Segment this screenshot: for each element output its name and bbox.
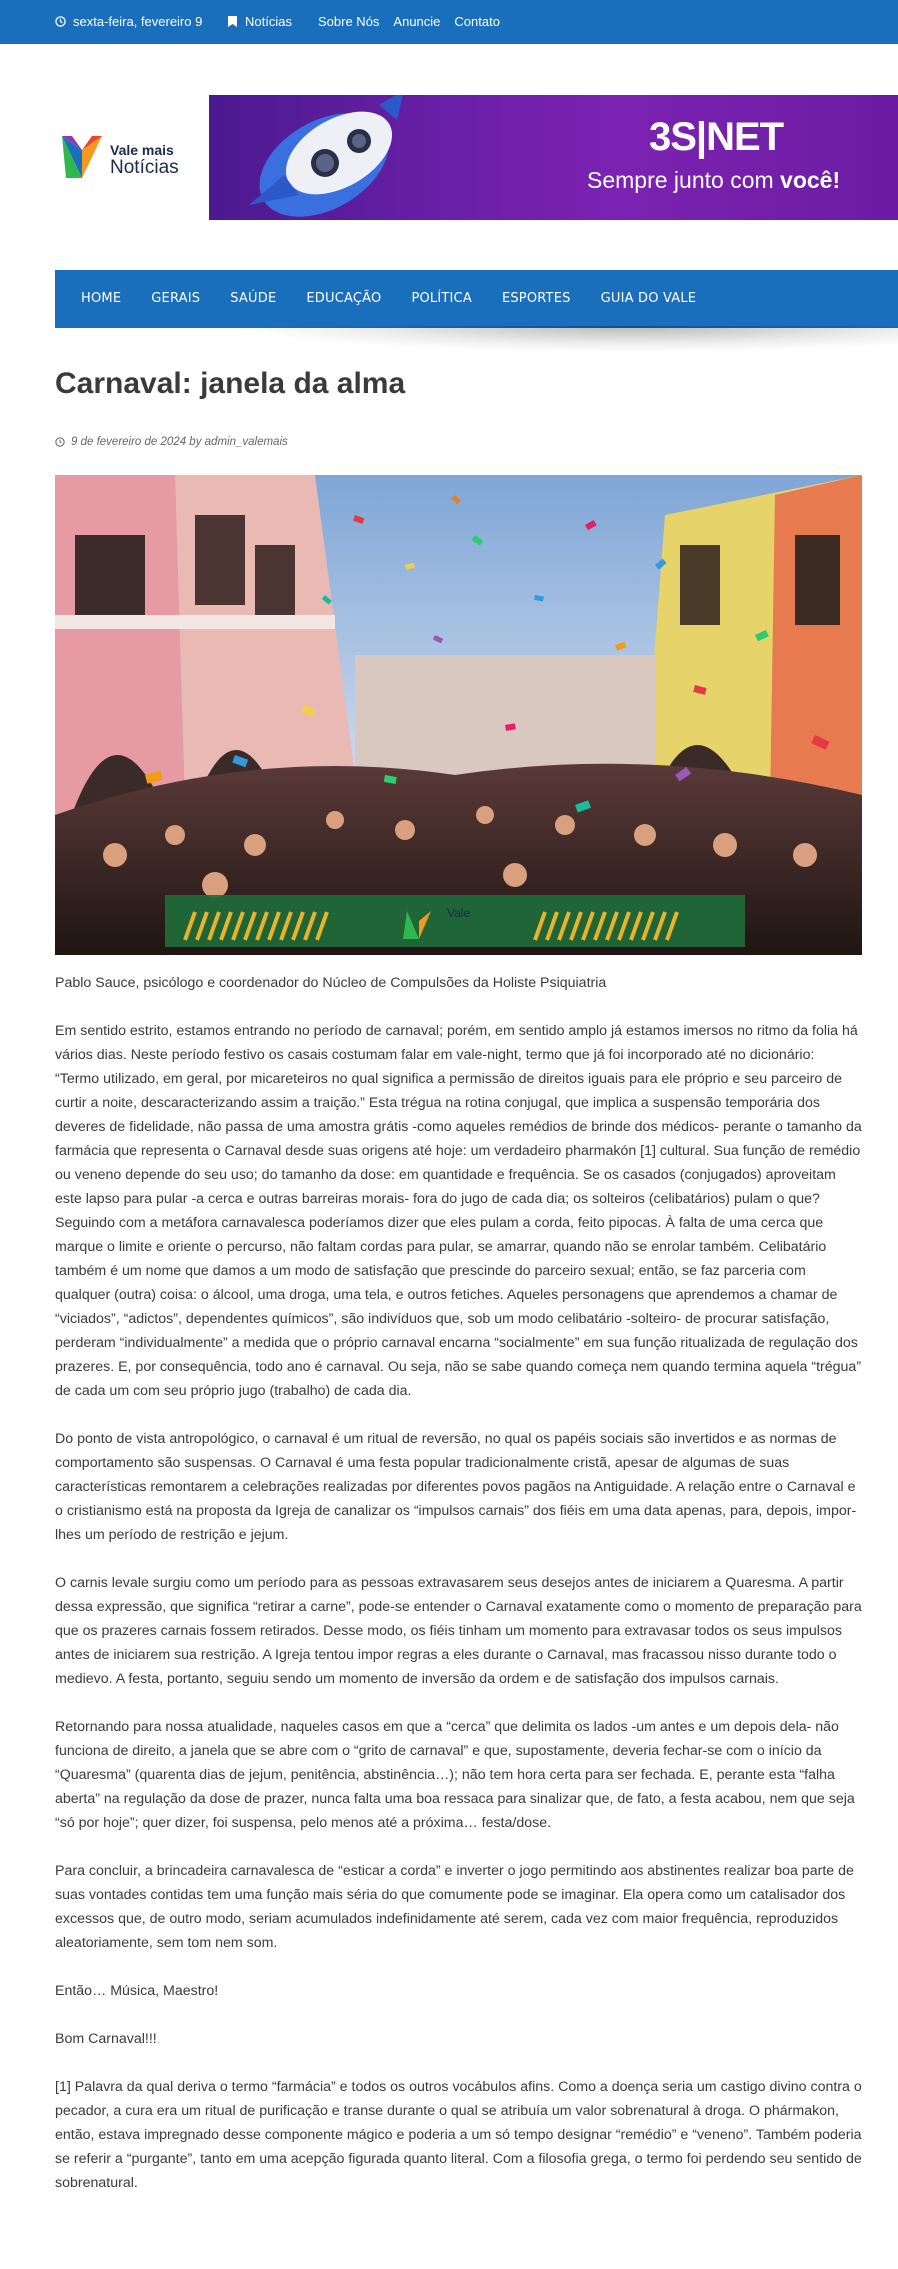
article-by: by: [189, 436, 202, 448]
nav-guia-do-vale[interactable]: GUIA DO VALE: [600, 291, 697, 306]
nav-saude[interactable]: SAÚDE: [230, 291, 277, 306]
article-paragraph: Do ponto de vista antropológico, o carnaval é um ritual de reversão, no qual os papéis sociais são invertidos e as normas de comportamento são suspensas. O Carnaval é uma festa popular tradicionalmente cristã, apesar de algumas de suas características remontarem a celebrações realizadas por diferentes povos pagãos na Antiguidade. A relação entre o Carnaval e o cristianismo está na proposta da Igreja de canalizar os “impulsos carnais” dos fiéis em uma data apenas, para, depois, impor-lhes um período de restrição e jejum.: [55, 1431, 857, 1543]
article-author[interactable]: admin_valemais: [204, 436, 288, 448]
link-about[interactable]: Sobre Nós: [318, 14, 380, 29]
main-nav: [55, 270, 898, 328]
nav-politica[interactable]: POLÍTICA: [411, 291, 472, 306]
article-paragraph: O carnis levale surgiu como um período para as pessoas extravasarem seus desejos antes de iniciarem a Quaresma. A partir dessa expressão, que significa “retirar a carne”, pode-se entender o Carnaval exatamente como o momento de preparação para que os prazeres carnais fossem retirados. Desse modo, os fiéis tinham um momento para extravasar todos os seus impulsos antes de iniciarem sua restrição. A Igreja tentou impor regras a eles durante o Carnaval, mas fracassou nisso durante todo o medievo. A festa, portanto, seguiu sendo um momento de inversão da ordem e de satisfação dos impulsos carnais.: [55, 1575, 862, 1687]
article-paragraph: Então… Música, Maestro!: [55, 1983, 219, 1999]
date-text: sexta-feira, fevereiro 9: [73, 14, 203, 29]
link-advertise[interactable]: Anuncie: [393, 14, 441, 29]
link-contact[interactable]: Contato: [454, 14, 500, 29]
banner-brand: 3S|NET: [649, 115, 784, 159]
logo-mark-icon: [58, 130, 106, 184]
article-paragraph: Para concluir, a brincadeira carnavalesca de “esticar a corda” e inverter o jogo permitindo aos abstinentes realizar boa parte de suas vontades contidas tem uma função mais séria do que comumente pode se imaginar. Ela opera como um catalisador dos excessos que, de outro modo, seriam acumulados indefinidamente até serem, cada vez com maior frequência, reproduzidos aleatoriamente, sem tom nem som.: [55, 1863, 854, 1951]
nav-gerais[interactable]: GERAIS: [151, 291, 201, 306]
article-title: Carnaval: janela da alma: [55, 367, 406, 400]
article-paragraph: Bom Carnaval!!!: [55, 2031, 157, 2047]
current-date: [55, 14, 202, 29]
banner-slogan-bold: você!: [780, 167, 841, 193]
featured-image: [55, 475, 862, 955]
article-meta: [55, 436, 288, 448]
article-paragraph: Retornando para nossa atualidade, naqueles casos em que a “cerca” que delimita os lados -um antes e um depois dela- não funciona de direito, a janela que se abre com o “grito de carnaval” e que, supostamente, deveria fechar-se com o início da “Quaresma” (quarenta dias de jejum, penitência, abstinência…); não tem hora certa para ser fechada. E, perante esta “falha aberta” na regulação da dose de prazer, nunca falta uma boa ressaca para sinalizar que, de fato, a festa acabou, nem que seja “só por hoje”; quer dizer, foi suspensa, pelo menos até a próxima… festa/dose.: [55, 1719, 855, 1831]
news-label: Notícias: [245, 14, 292, 29]
article-paragraph: Em sentido estrito, estamos entrando no período de carnaval; porém, em sentido amplo já estamos imersos no ritmo da folia há vários dias. Neste período festivo os casais costumam falar em vale-night, termo que já foi incorporado até no dicionário: “Termo utilizado, em geral, por micareteiros no qual significa a permissão de direitos iguais para ele próprio e seu parceiro de curtir a noite, descaracterizando assim a traição.” Esta trégua na rotina conjugal, que implica a suspensão temporária dos deveres de fidelidade, não passa de uma amostra grátis -como aqueles remédios de brinde dos médicos- perante o tamanho da farmácia que representa o Carnaval desde suas origens até hoje: um verdadeiro pharmakón [1] cultural. Sua função de remédio ou veneno depende do seu uso; do tamanho da dose: em quantidade e frequência. Se os casados (conjugados) aproveitam este lapso para pular -a cerca e outras barreiras morais- fora do jugo de cada dia; os solteiros (celibatários) pulam o que? Seguindo com a metáfora carnavalesca poderíamos dizer que eles pulam a corda, feito pipocas. À falta de uma cerca que marque o limite e oriente o percurso, não faltam cordas para pular, se amarrar, quando não se enrolar também. Celibatário também é um nome que damos a um modo de satisfação que prescinde do parceiro sexual; então, se faz parceria com qualquer (outra) coisa: o álcool, uma droga, uma tela, e outros fetiches. Aqueles personagens que aprendemos a chamar de “viciados”, “adictos”, dependentes químicos”, são indivíduos que, sob um modo celibatário -solteiro- de procurar satisfação, perderam “individualmente” a medida que o próprio carnaval encarna “socialmente” em sua função ritualizada de regulação dos prazeres. E, por consequência, todo ano é carnaval. Ou seja, não se sabe quando começa nem quando termina aquela “trégua” de cada um com seu próprio jugo (trabalho) de cada dia.: [55, 1023, 862, 1399]
article-body: [55, 971, 862, 2219]
footnote: [1] Palavra da qual deriva o termo “farmácia” e todos os outros vocábulos afins. Como a doença seria um castigo divino contra o pecador, a cura era um ritual de purificação e transe durante o qual se atribuía um valor sobrenatural à droga. O phármakon, então, estava impregnado desse componente mágico e poderia a um só tempo designar “remédio” e “veneno”. Também poderia se referir a “purgante”, tanto em uma acepção figurada quanto literal. Com a filosofia grega, o termo foi perdendo seu sentido de sobrenatural.: [55, 2079, 862, 2191]
rocket-icon: [229, 95, 429, 220]
top-links: [318, 14, 514, 29]
article-paragraph: Pablo Sauce, psicólogo e coordenador do Núcleo de Compulsões da Holiste Psiquiatria: [55, 975, 607, 991]
top-bar: [0, 0, 898, 44]
news-link[interactable]: [228, 14, 292, 29]
image-caption: Vale: [447, 906, 471, 920]
nav-educacao[interactable]: EDUCAÇÃO: [306, 291, 382, 306]
banner-slogan: [587, 167, 840, 194]
nav-home[interactable]: HOME: [81, 291, 122, 306]
clock-icon: [55, 16, 66, 27]
clock-icon: [55, 437, 65, 447]
ad-banner[interactable]: [209, 95, 898, 220]
bookmark-icon: [228, 16, 237, 27]
banner-slogan-prefix: Sempre junto com: [587, 167, 781, 193]
site-logo[interactable]: [58, 128, 188, 186]
nav-esportes[interactable]: ESPORTES: [501, 291, 571, 306]
logo-line1: Vale mais: [110, 142, 174, 158]
logo-line2: Notícias: [110, 157, 179, 178]
article-date[interactable]: 9 de fevereiro de 2024: [71, 436, 187, 448]
nav-shadow: [230, 326, 898, 352]
